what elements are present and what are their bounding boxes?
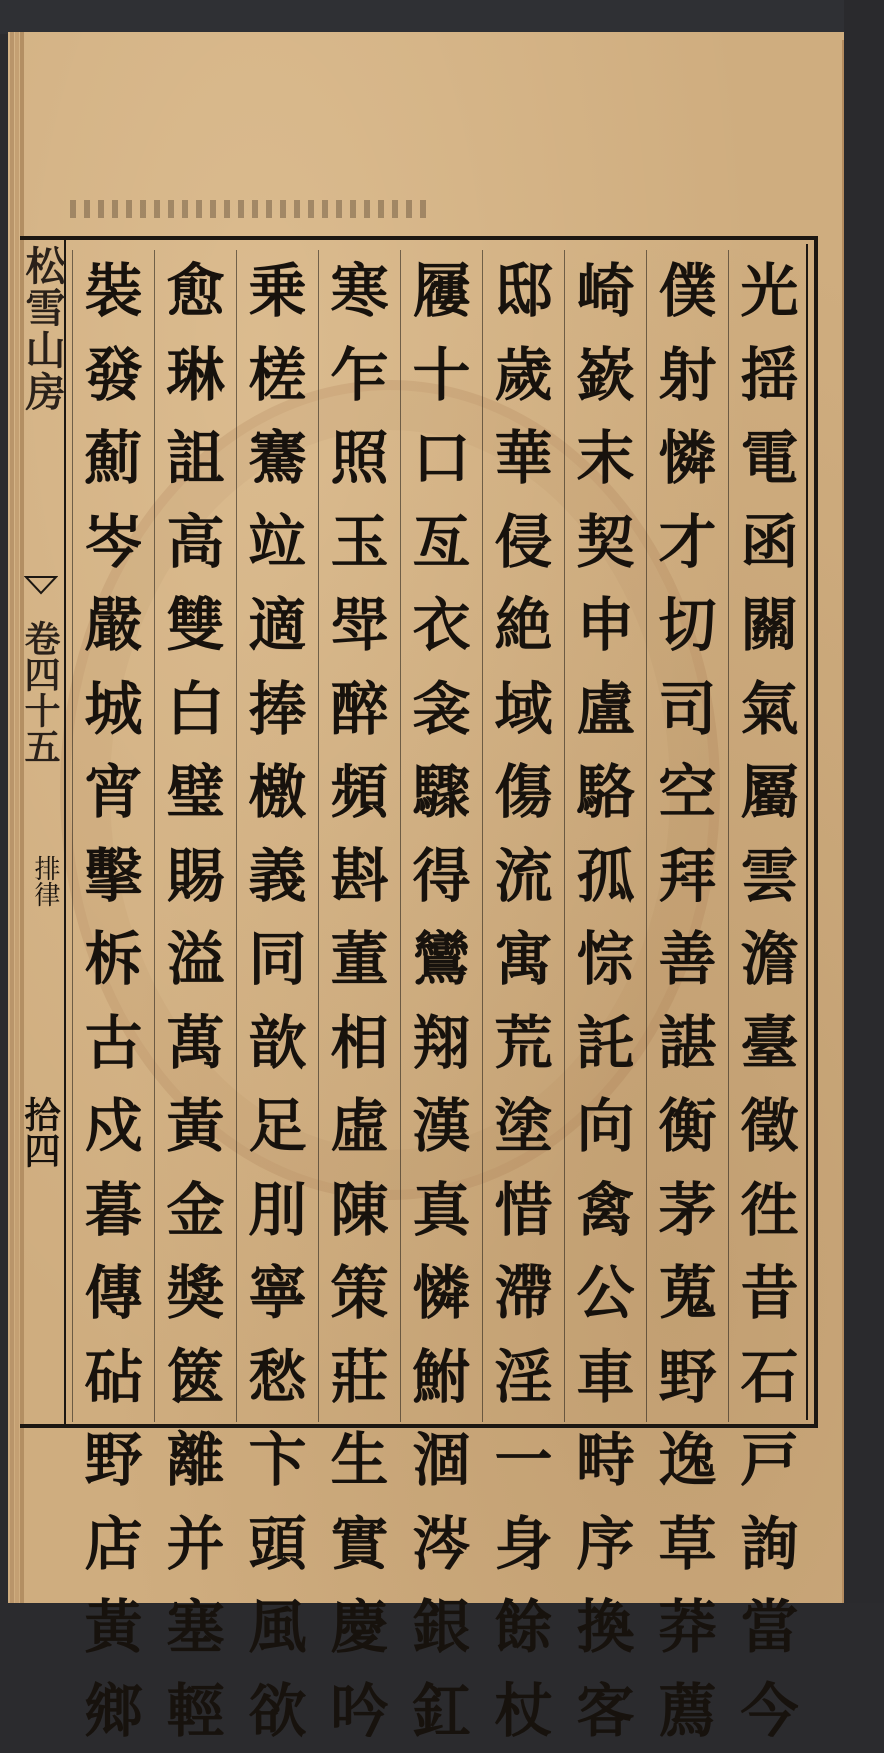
text-character: 嚴: [84, 584, 142, 668]
text-character: 善: [658, 918, 716, 1002]
text-character: 向: [576, 1085, 634, 1169]
text-character: 僕: [658, 250, 716, 334]
text-character: 司: [658, 668, 716, 752]
text-character: 白: [166, 668, 224, 752]
text-character: 涔: [412, 1503, 470, 1587]
text-character: 暮: [84, 1169, 142, 1253]
text-character: 禽: [576, 1169, 634, 1253]
text-character: 愁: [248, 1336, 306, 1420]
text-character: 衣: [412, 584, 470, 668]
text-character: 關: [740, 584, 798, 668]
text-character: 揺: [740, 334, 798, 418]
text-character: 雲: [740, 835, 798, 919]
text-character: 野: [658, 1336, 716, 1420]
text-character: 十: [412, 334, 470, 418]
text-character: 詛: [166, 417, 224, 501]
text-character: 畤: [576, 1419, 634, 1503]
text-character: 才: [658, 501, 716, 585]
text-character: 璧: [166, 751, 224, 835]
text-character: 序: [576, 1503, 634, 1587]
text-character: 玉: [330, 501, 388, 585]
text-character: 莊: [330, 1336, 388, 1420]
text-character: 砧: [84, 1336, 142, 1420]
text-character: 華: [494, 417, 552, 501]
text-character: 空: [658, 751, 716, 835]
text-character: 賜: [166, 835, 224, 919]
text-character: 相: [330, 1002, 388, 1086]
text-character: 輕: [166, 1670, 224, 1753]
text-character: 蒐: [658, 1252, 716, 1336]
text-character: 古: [84, 1002, 142, 1086]
text-character: 口: [412, 417, 470, 501]
text-character: 拜: [658, 835, 716, 919]
book-spine: [844, 0, 884, 1603]
text-character: 陳: [330, 1169, 388, 1253]
text-character: 翔: [412, 1002, 470, 1086]
text-character: 邸: [494, 250, 552, 334]
gutter-page-number: 拾四: [26, 1096, 66, 1168]
text-character: 槎: [248, 334, 306, 418]
text-character: 照: [330, 417, 388, 501]
text-column: [482, 250, 564, 1422]
text-character: 昔: [740, 1252, 798, 1336]
text-column: [72, 250, 154, 1422]
text-character: 契: [576, 501, 634, 585]
text-character: 慶: [330, 1586, 388, 1670]
text-character: 雙: [166, 584, 224, 668]
text-character: 崎: [576, 250, 634, 334]
text-character: 并: [166, 1503, 224, 1587]
text-character: 電: [740, 417, 798, 501]
text-character: 竝: [248, 501, 306, 585]
text-character: 臺: [740, 1002, 798, 1086]
text-character: 域: [494, 668, 552, 752]
text-character: 欲: [248, 1670, 306, 1753]
text-character: 傳: [84, 1252, 142, 1336]
text-character: 憐: [412, 1252, 470, 1336]
text-character: 驟: [412, 751, 470, 835]
text-character: 斟: [330, 835, 388, 919]
text-character: 寧: [248, 1252, 306, 1336]
text-character: 車: [576, 1336, 634, 1420]
gutter-volume-label: 卷四十五: [26, 620, 66, 764]
text-character: 寓: [494, 918, 552, 1002]
text-character: 衡: [658, 1085, 716, 1169]
text-character: 萬: [166, 1002, 224, 1086]
text-character: 足: [248, 1085, 306, 1169]
text-character: 頻: [330, 751, 388, 835]
text-character: 離: [166, 1419, 224, 1503]
text-character: 裝: [84, 250, 142, 334]
text-character: 薊: [84, 417, 142, 501]
text-character: 傷: [494, 751, 552, 835]
text-character: 戍: [84, 1085, 142, 1169]
text-character: 侵: [494, 501, 552, 585]
text-character: 城: [84, 668, 142, 752]
text-column: [400, 250, 482, 1422]
text-character: 茅: [658, 1169, 716, 1253]
text-character: 生: [330, 1419, 388, 1503]
text-character: 澹: [740, 918, 798, 1002]
text-character: 流: [494, 835, 552, 919]
text-character: 石: [740, 1336, 798, 1420]
gutter-book-title: 松雪山房: [22, 245, 62, 413]
text-character: 高: [166, 501, 224, 585]
text-character: 戸: [740, 1419, 798, 1503]
text-character: 逸: [658, 1419, 716, 1503]
text-character: 宵: [84, 751, 142, 835]
text-character: 釭: [412, 1670, 470, 1753]
text-character: 氣: [740, 668, 798, 752]
text-character: 射: [658, 334, 716, 418]
text-character: 騫: [248, 417, 306, 501]
text-character: 頭: [248, 1503, 306, 1587]
text-character: 寒: [330, 250, 388, 334]
text-character: 實: [330, 1503, 388, 1587]
text-character: 金: [166, 1169, 224, 1253]
text-character: 詢: [740, 1503, 798, 1587]
text-character: 擊: [84, 835, 142, 919]
text-character: 莽: [658, 1586, 716, 1670]
text-character: 切: [658, 584, 716, 668]
text-character: 適: [248, 584, 306, 668]
text-character: 徵: [740, 1085, 798, 1169]
text-character: 客: [576, 1670, 634, 1753]
text-character: 當: [740, 1586, 798, 1670]
text-character: 董: [330, 918, 388, 1002]
scan-background: [0, 0, 884, 34]
text-character: 孤: [576, 835, 634, 919]
text-character: 虛: [330, 1085, 388, 1169]
text-character: 薦: [658, 1670, 716, 1753]
text-character: 醉: [330, 668, 388, 752]
text-character: 公: [576, 1252, 634, 1336]
text-character: 諶: [658, 1002, 716, 1086]
text-character: 嶔: [576, 334, 634, 418]
text-character: 今: [740, 1670, 798, 1753]
text-column: [728, 250, 810, 1422]
text-character: 柝: [84, 918, 142, 1002]
text-character: 鸞: [412, 918, 470, 1002]
text-character: 策: [330, 1252, 388, 1336]
text-character: 野: [84, 1419, 142, 1503]
text-character: 鮒: [412, 1336, 470, 1420]
text-column: [318, 250, 400, 1422]
text-character: 惜: [494, 1169, 552, 1253]
text-character: 得: [412, 835, 470, 919]
text-character: 斝: [330, 584, 388, 668]
text-character: 屬: [740, 751, 798, 835]
text-character: 真: [412, 1169, 470, 1253]
text-character: 駱: [576, 751, 634, 835]
torn-edge-mark: [70, 200, 430, 218]
text-character: 篋: [166, 1336, 224, 1420]
text-character: 岑: [84, 501, 142, 585]
text-character: 換: [576, 1586, 634, 1670]
text-character: 徃: [740, 1169, 798, 1253]
text-character: 卞: [248, 1419, 306, 1503]
text-character: 乍: [330, 334, 388, 418]
text-character: 捧: [248, 668, 306, 752]
text-character: 發: [84, 334, 142, 418]
text-character: 塞: [166, 1586, 224, 1670]
text-character: 涸: [412, 1419, 470, 1503]
text-character: 銀: [412, 1586, 470, 1670]
text-character: 愈: [166, 250, 224, 334]
text-character: 申: [576, 584, 634, 668]
text-character: 漢: [412, 1085, 470, 1169]
text-character: 亙: [412, 501, 470, 585]
text-column: [646, 250, 728, 1422]
text-character: 義: [248, 835, 306, 919]
fish-tail-mark-icon: [24, 575, 58, 615]
text-character: 同: [248, 918, 306, 1002]
page-edge: [10, 32, 14, 1603]
text-column: [154, 250, 236, 1422]
text-character: 黃: [84, 1586, 142, 1670]
text-character: 屨: [412, 250, 470, 334]
text-character: 吟: [330, 1670, 388, 1753]
text-character: 黃: [166, 1085, 224, 1169]
text-character: 檄: [248, 751, 306, 835]
text-character: 乗: [248, 250, 306, 334]
text-column: [564, 250, 646, 1422]
text-character: 憐: [658, 417, 716, 501]
text-character: 託: [576, 1002, 634, 1086]
text-character: 塗: [494, 1085, 552, 1169]
text-character: 盧: [576, 668, 634, 752]
text-character: 風: [248, 1586, 306, 1670]
text-character: 刖: [248, 1169, 306, 1253]
text-character: 溢: [166, 918, 224, 1002]
text-character: 淫: [494, 1336, 552, 1420]
text-character: 杖: [494, 1670, 552, 1753]
text-character: 函: [740, 501, 798, 585]
text-character: 一: [494, 1419, 552, 1503]
text-character: 琳: [166, 334, 224, 418]
text-character: 鄉: [84, 1670, 142, 1753]
text-character: 歆: [248, 1002, 306, 1086]
text-character: 絶: [494, 584, 552, 668]
text-character: 滯: [494, 1252, 552, 1336]
text-character: 悰: [576, 918, 634, 1002]
text-character: 獎: [166, 1252, 224, 1336]
text-character: 末: [576, 417, 634, 501]
text-character: 草: [658, 1503, 716, 1587]
text-character: 身: [494, 1503, 552, 1587]
text-character: 荒: [494, 1002, 552, 1086]
text-character: 衾: [412, 668, 470, 752]
text-character: 餘: [494, 1586, 552, 1670]
text-character: 光: [740, 250, 798, 334]
gutter-column: [20, 240, 66, 1426]
text-column: [236, 250, 318, 1422]
text-character: 歲: [494, 334, 552, 418]
text-character: 店: [84, 1503, 142, 1587]
gutter-section-label: 排律: [24, 855, 64, 907]
